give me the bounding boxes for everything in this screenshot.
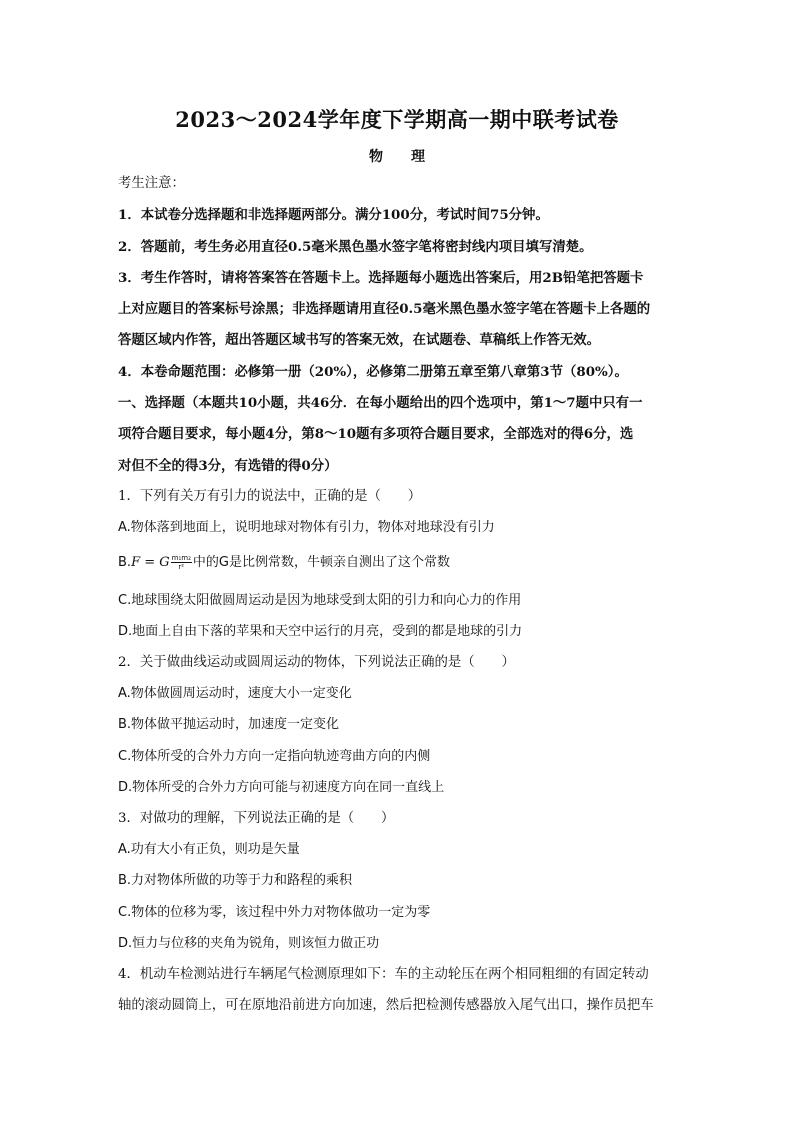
q1-stem: 1．下列有关万有引力的说法中，正确的是（ ）: [118, 489, 422, 504]
q1-option-b: [118, 553, 678, 573]
q2-stem: 2．关于做曲线运动或圆周运动的物体，下列说法正确的是（ ）: [118, 655, 515, 670]
q1-option-b-text: 中的G是比例常数，牛顿亲自测出了这个常数: [192, 555, 450, 570]
notice-item-3-cont-2: 答题区域内作答，超出答题区域书写的答案无效，在试题卷、草稿纸上作答无效。: [118, 332, 601, 348]
notice-item-3-cont-1: 上对应题目的答案标号涂黑；非选择题请用直径0.5毫米黑色墨水签字笔在答题卡上各题的: [118, 301, 651, 317]
q1-option-a: A.物体落到地面上，说明地球对物体有引力，物体对地球没有引力: [118, 520, 495, 535]
q1-option-d: D.地面上自由下落的苹果和天空中运行的月亮，受到的都是地球的引力: [118, 624, 523, 639]
q2-option-a: A.物体做圆周运动时，速度大小一定变化: [118, 686, 352, 701]
q3-option-c: C.物体的位移为零，该过程中外力对物体做功一定为零: [118, 905, 431, 920]
q4-stem-line-2: 轴的滚动圆筒上，可在原地沿前进方向加速，然后把检测传感器放入尾气出口，操作员把车: [118, 998, 654, 1013]
q3-option-d: D.恒力与位移的夹角为锐角，则该恒力做正功: [118, 936, 380, 951]
formula-denominator: r²: [178, 563, 185, 571]
notice-item-3: 3．考生作答时，请将答案答在答题卡上。选择题每小题选出答案后，用2B铅笔把答题卡: [118, 270, 644, 286]
q1-option-b-label: B.: [118, 555, 132, 570]
q3-stem: 3．对做功的理解，下列说法正确的是（ ）: [118, 811, 395, 826]
formula-numerator: m₁m₂: [171, 554, 191, 562]
q1-option-c: C.地球围绕太阳做圆周运动是因为地球受到太阳的引力和向心力的作用: [118, 593, 522, 608]
exam-title: 2023～2024学年度下学期高一期中联考试卷: [175, 107, 619, 132]
notice-heading: 考生注意：: [118, 176, 185, 191]
notice-item-1: 1．本试卷分选择题和非选择题两部分。满分100分，考试时间75分钟。: [118, 207, 549, 223]
section-instruction-3: 对但不全的得3分，有选错的得0分）: [118, 458, 338, 474]
section-instruction-1: 一、选择题（本题共10小题，共46分．在每小题给出的四个选项中，第1～7题中只有一: [118, 395, 643, 411]
gravitation-formula-fraction: [171, 554, 192, 571]
q2-option-b: B.物体做平抛运动时，加速度一定变化: [118, 717, 340, 732]
q3-option-b: B.力对物体所做的功等于力和路程的乘积: [118, 873, 353, 888]
q4-stem-line-1: 4．机动车检测站进行车辆尾气检测原理如下：车的主动轮压在两个相同粗细的有固定转动: [118, 967, 649, 982]
section-instruction-2: 项符合题目要求，每小题4分，第8～10题有多项符合题目要求，全部选对的得6分，选: [118, 426, 634, 442]
subject-title: 物 理: [369, 149, 425, 165]
q2-option-c: C.物体所受的合外力方向一定指向轨迹弯曲方向的内侧: [118, 749, 431, 764]
notice-item-2: 2．答题前，考生务必用直径0.5毫米黑色墨水签字笔将密封线内项目填写清楚。: [118, 239, 593, 255]
q3-option-a: A.功有大小有正负，则功是矢量: [118, 842, 300, 857]
q2-option-d: D.物体所受的合外力方向可能与初速度方向在同一直线上: [118, 780, 445, 795]
gravitation-formula-lhs: F = G: [131, 555, 170, 570]
notice-item-4: 4．本卷命题范围：必修第一册（20%），必修第二册第五章至第八章第3节（80%）。: [118, 364, 628, 380]
